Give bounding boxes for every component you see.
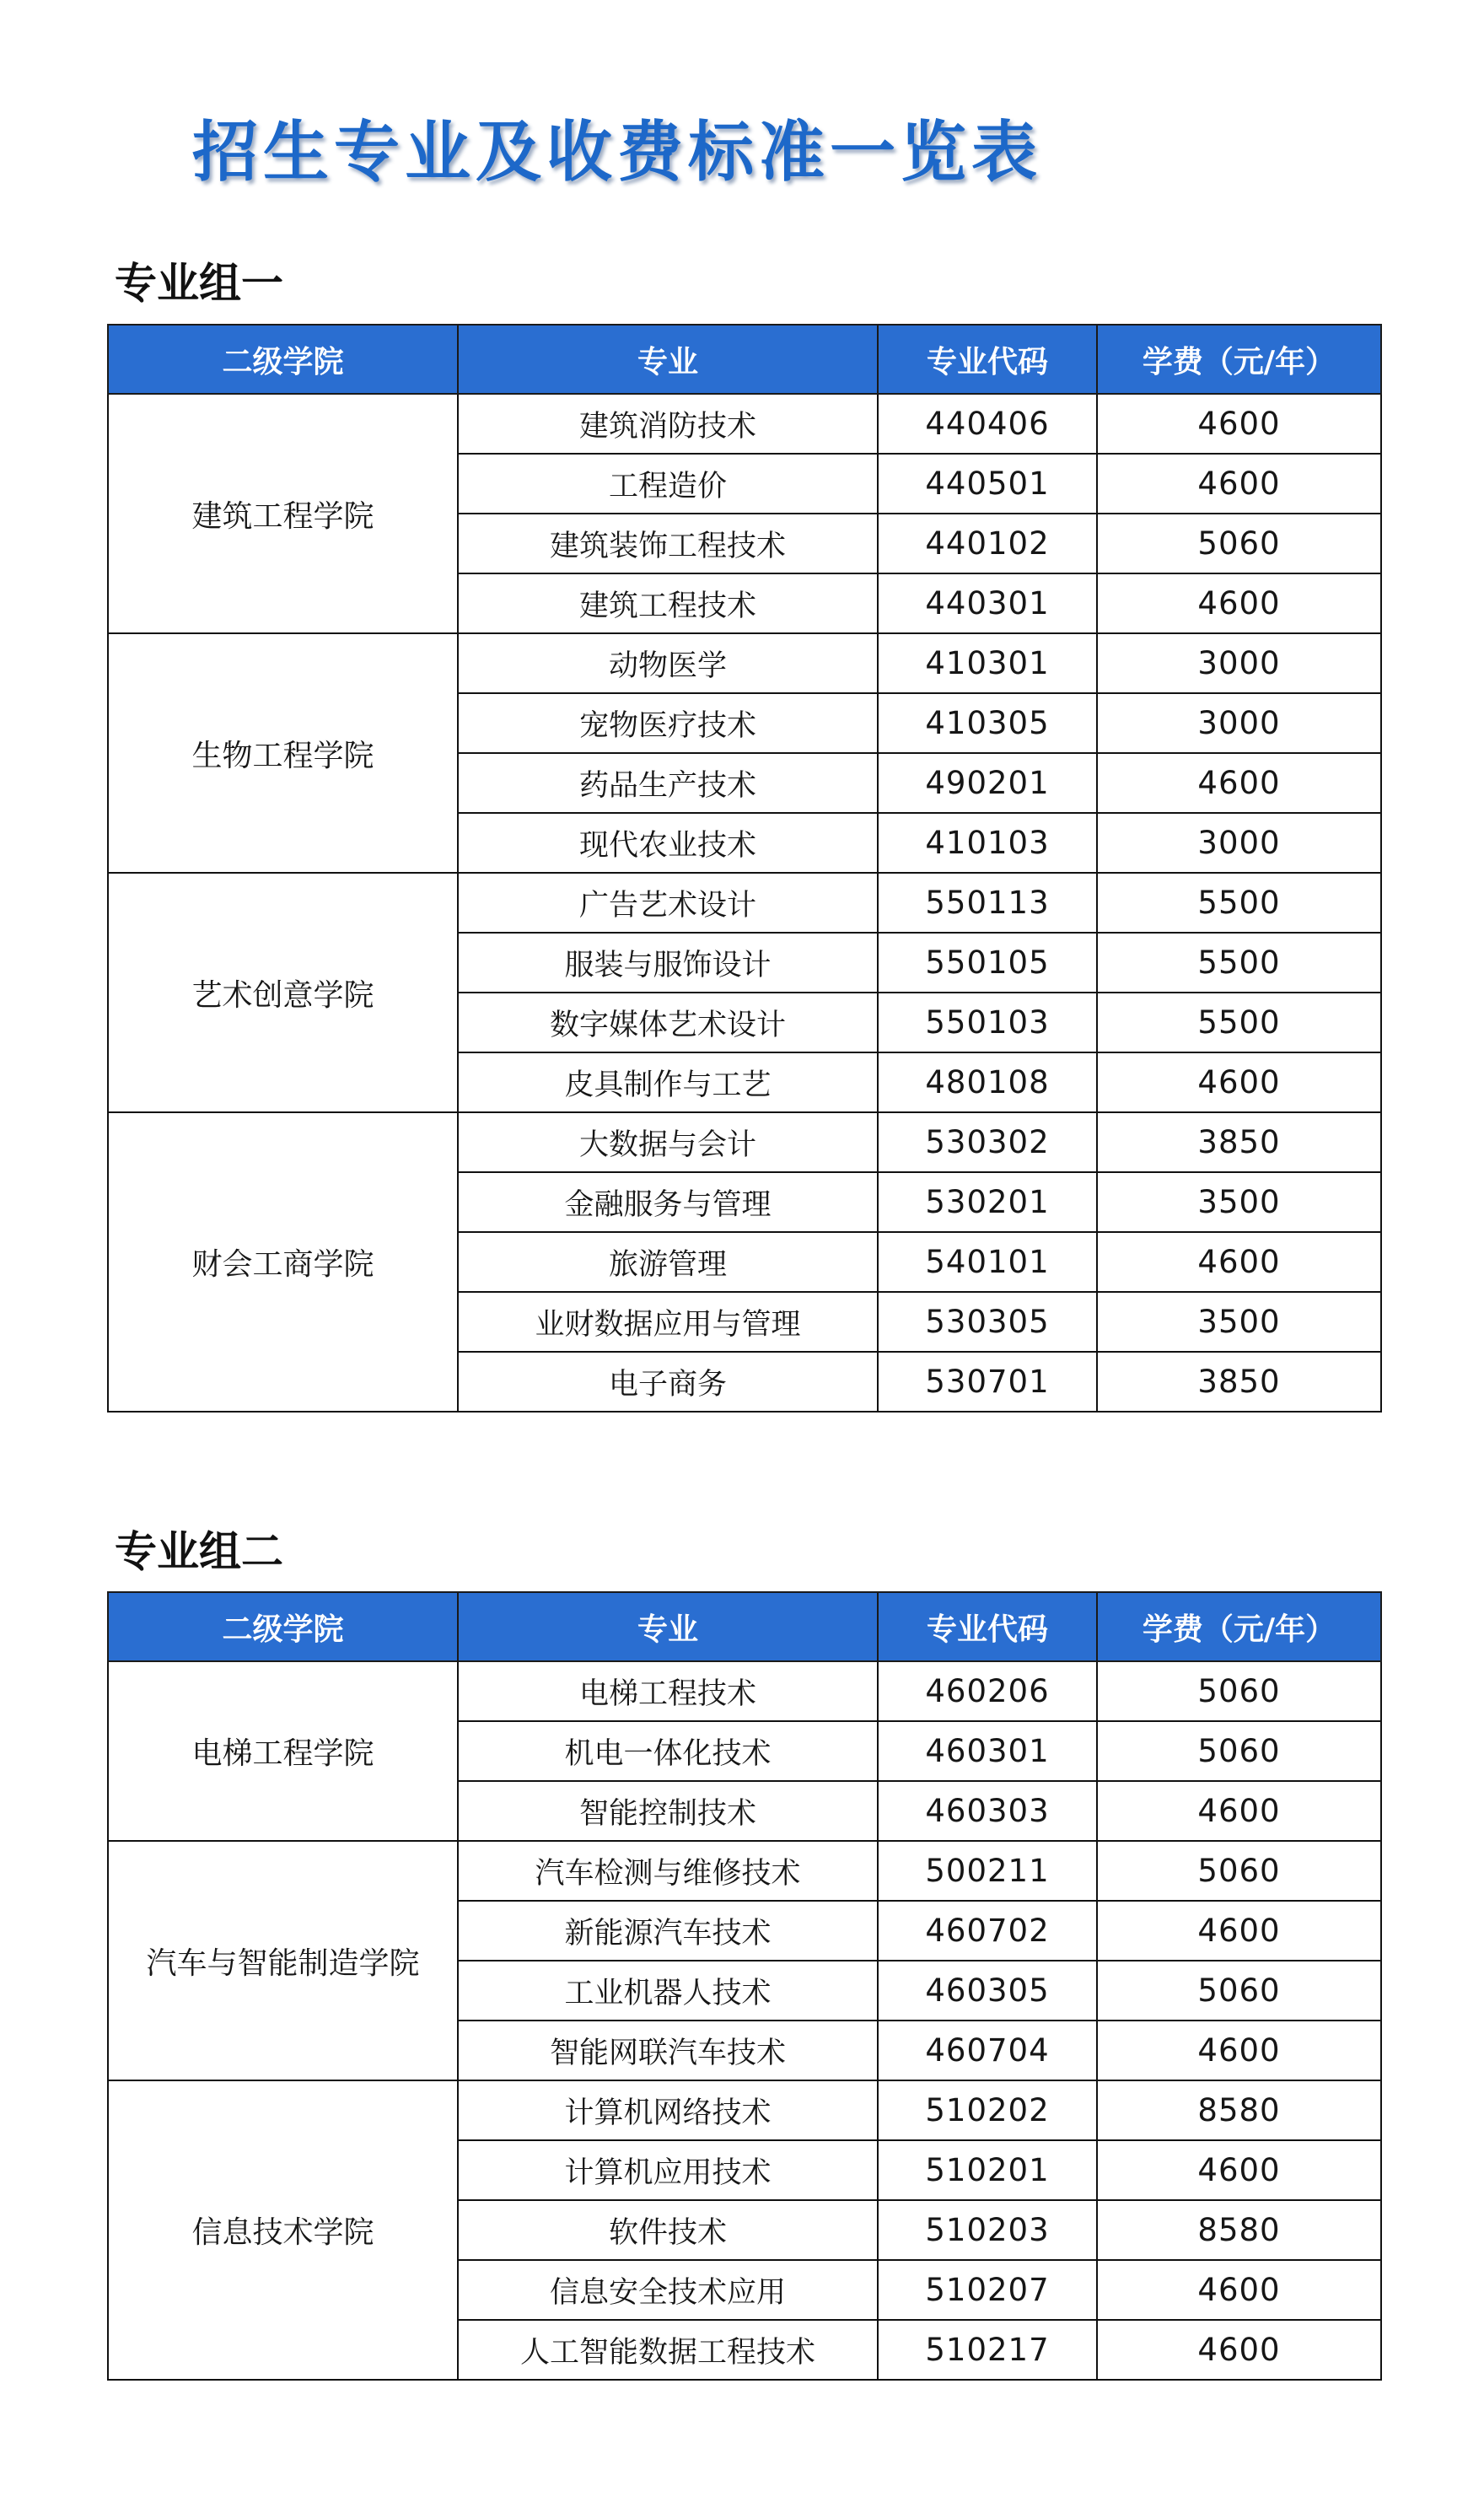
fee-cell: 5060 [1097,1661,1381,1721]
header-college: 二级学院 [108,325,458,394]
fee-cell: 5060 [1097,1721,1381,1781]
code-cell: 510202 [878,2080,1097,2140]
table-body [108,394,1381,1412]
college-cell: 生物工程学院 [108,633,458,873]
fee-cell: 4600 [1097,2320,1381,2380]
fee-cell: 4600 [1097,2021,1381,2080]
code-cell: 550113 [878,873,1097,933]
major-cell: 机电一体化技术 [458,1721,878,1781]
fee-table-group-2 [107,1591,1382,2381]
code-cell: 510217 [878,2320,1097,2380]
major-cell: 动物医学 [458,633,878,693]
major-cell: 大数据与会计 [458,1112,878,1172]
code-cell: 440102 [878,514,1097,573]
code-cell: 530305 [878,1292,1097,1352]
fee-cell: 4600 [1097,2260,1381,2320]
code-cell: 410301 [878,633,1097,693]
fee-cell: 4600 [1097,1052,1381,1112]
header-code: 专业代码 [878,325,1097,394]
major-cell: 数字媒体艺术设计 [458,993,878,1052]
fee-cell: 5500 [1097,933,1381,993]
header-code: 专业代码 [878,1592,1097,1661]
code-cell: 550103 [878,993,1097,1052]
code-cell: 440406 [878,394,1097,454]
fee-cell: 5500 [1097,993,1381,1052]
code-cell: 480108 [878,1052,1097,1112]
college-cell: 财会工商学院 [108,1112,458,1412]
code-cell: 490201 [878,753,1097,813]
group-title-2: 专业组二 [115,1527,283,1576]
header-row [108,325,1381,394]
header-college: 二级学院 [108,1592,458,1661]
college-cell: 汽车与智能制造学院 [108,1841,458,2080]
major-cell: 建筑装饰工程技术 [458,514,878,573]
code-cell: 550105 [878,933,1097,993]
fee-cell: 3850 [1097,1352,1381,1412]
major-cell: 软件技术 [458,2200,878,2260]
major-cell: 信息安全技术应用 [458,2260,878,2320]
major-cell: 业财数据应用与管理 [458,1292,878,1352]
college-cell: 艺术创意学院 [108,873,458,1112]
table-body [108,1661,1381,2380]
college-cell: 建筑工程学院 [108,394,458,633]
major-cell: 电梯工程技术 [458,1661,878,1721]
code-cell: 460305 [878,1961,1097,2021]
major-cell: 药品生产技术 [458,753,878,813]
fee-cell: 4600 [1097,394,1381,454]
major-cell: 智能控制技术 [458,1781,878,1841]
code-cell: 510207 [878,2260,1097,2320]
table-row [108,2080,1381,2140]
major-cell: 工业机器人技术 [458,1961,878,2021]
table-row [108,1841,1381,1901]
fee-cell: 3500 [1097,1172,1381,1232]
major-cell: 智能网联汽车技术 [458,2021,878,2080]
major-cell: 汽车检测与维修技术 [458,1841,878,1901]
major-cell: 旅游管理 [458,1232,878,1292]
college-cell: 电梯工程学院 [108,1661,458,1841]
code-cell: 460702 [878,1901,1097,1961]
table-row [108,394,1381,454]
table-row [108,1112,1381,1172]
fee-cell: 5060 [1097,1841,1381,1901]
major-cell: 现代农业技术 [458,813,878,873]
code-cell: 530302 [878,1112,1097,1172]
code-cell: 510203 [878,2200,1097,2260]
header-row [108,1592,1381,1661]
fee-cell: 5060 [1097,514,1381,573]
college-cell: 信息技术学院 [108,2080,458,2380]
code-cell: 410305 [878,693,1097,753]
code-cell: 530201 [878,1172,1097,1232]
code-cell: 460301 [878,1721,1097,1781]
fee-cell: 3500 [1097,1292,1381,1352]
fee-cell: 4600 [1097,1901,1381,1961]
code-cell: 460206 [878,1661,1097,1721]
major-cell: 计算机网络技术 [458,2080,878,2140]
code-cell: 410103 [878,813,1097,873]
table-header [108,325,1381,394]
code-cell: 460704 [878,2021,1097,2080]
major-cell: 广告艺术设计 [458,873,878,933]
fee-cell: 8580 [1097,2200,1381,2260]
code-cell: 440301 [878,573,1097,633]
fee-cell: 5500 [1097,873,1381,933]
table-header [108,1592,1381,1661]
major-cell: 服装与服饰设计 [458,933,878,993]
fee-cell: 3000 [1097,633,1381,693]
fee-cell: 4600 [1097,1232,1381,1292]
group-title-1: 专业组一 [115,259,283,308]
fee-cell: 3000 [1097,813,1381,873]
fee-table-group-1 [107,324,1382,1413]
code-cell: 530701 [878,1352,1097,1412]
major-cell: 新能源汽车技术 [458,1901,878,1961]
code-cell: 540101 [878,1232,1097,1292]
code-cell: 500211 [878,1841,1097,1901]
code-cell: 510201 [878,2140,1097,2200]
code-cell: 440501 [878,454,1097,514]
fee-cell: 4600 [1097,2140,1381,2200]
fee-cell: 4600 [1097,1781,1381,1841]
code-cell: 460303 [878,1781,1097,1841]
major-cell: 皮具制作与工艺 [458,1052,878,1112]
header-major: 专业 [458,325,878,394]
major-cell: 人工智能数据工程技术 [458,2320,878,2380]
major-cell: 建筑消防技术 [458,394,878,454]
header-fee: 学费（元/年） [1097,325,1381,394]
fee-cell: 8580 [1097,2080,1381,2140]
major-cell: 建筑工程技术 [458,573,878,633]
page-title: 招生专业及收费标准一览表 [192,115,1043,191]
fee-cell: 3000 [1097,693,1381,753]
major-cell: 工程造价 [458,454,878,514]
fee-cell: 4600 [1097,454,1381,514]
table-row [108,1661,1381,1721]
major-cell: 金融服务与管理 [458,1172,878,1232]
table-row [108,873,1381,933]
major-cell: 计算机应用技术 [458,2140,878,2200]
header-fee: 学费（元/年） [1097,1592,1381,1661]
table-row [108,633,1381,693]
header-major: 专业 [458,1592,878,1661]
fee-cell: 3850 [1097,1112,1381,1172]
fee-cell: 4600 [1097,753,1381,813]
fee-cell: 4600 [1097,573,1381,633]
major-cell: 宠物医疗技术 [458,693,878,753]
major-cell: 电子商务 [458,1352,878,1412]
fee-cell: 5060 [1097,1961,1381,2021]
